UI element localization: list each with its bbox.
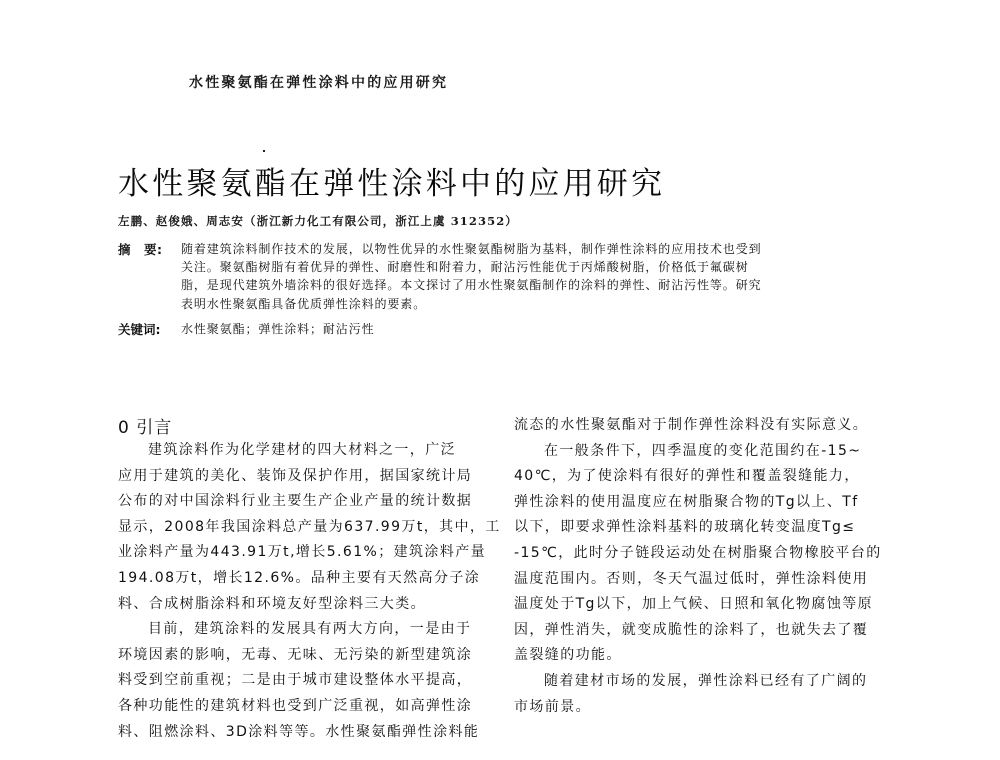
paragraph-line: 料、合成树脂涂料和环境友好型涂料三大类。 (118, 595, 426, 612)
paragraph-line: 应用于建筑的美化、装饰及保护作用，据国家统计局 (118, 467, 473, 484)
abstract-body (181, 240, 796, 313)
section-heading-introduction: 0 引言 (118, 418, 173, 438)
paragraph-line: 业涂料产量为443.91万t,增长5.61%；建筑涂料产量 (118, 544, 486, 561)
paragraph-line: 环境因素的影响，无毒、无味、无污染的新型建筑涂 (118, 646, 473, 663)
paragraph-line: 公布的对中国涂料行业主要生产企业产量的统计数据 (118, 493, 473, 510)
paragraph-line: -15℃，此时分子链段运动处在树脂聚合物橡胶平台的 (514, 544, 882, 561)
paragraph-line: 温度范围内。否则，冬天气温过低时，弹性涂料使用 (514, 570, 869, 587)
abstract-line: 脂，是现代建筑外墙涂料的很好选择。本文探讨了用水性聚氨酯制作的涂料的弹性、耐沾污性等。研究 (181, 278, 762, 293)
paragraph-line: 194.08万t，增长12.6%。品种主要有天然高分子涂 (118, 569, 481, 586)
paragraph-line: 40℃，为了使涂料有很好的弹性和覆盖裂缝能力， (514, 468, 860, 485)
abstract-line: 关注。聚氨酯树脂有着优异的弹性、耐磨性和附着力，耐沾污性能优于丙烯酸树脂，价格低于氟碳树 (181, 260, 749, 275)
paragraph-line: 以下，即要求弹性涂料基料的玻璃化转变温度Tg≤ (514, 519, 856, 536)
paper-title: 水性聚氨酯在弹性涂料中的应用研究 (118, 166, 666, 202)
paragraph-line: 在一般条件下，四季温度的变化范围约在-15~ (544, 442, 862, 459)
authors-affiliation: 左鹏、赵俊娥、周志安（浙江新力化工有限公司，浙江上虞 312352） (118, 214, 518, 228)
paragraph-line: 盖裂缝的功能。 (514, 647, 622, 664)
paragraph-line: 建筑涂料作为化学建材的四大材料之一，广泛 (148, 442, 456, 458)
right-column (514, 413, 889, 720)
paragraph-line: 各种功能性的建筑材料也受到广泛重视，如高弹性涂 (118, 697, 473, 714)
scan-speck (263, 150, 265, 152)
paragraph-line: 料受到空前重视；二是由于城市建设整体水平提高， (118, 672, 473, 689)
paragraph-line: 料、阻燃涂料、3D涂料等等。水性聚氨酯弹性涂料能 (118, 723, 480, 740)
paragraph-line: 弹性涂料的使用温度应在树脂聚合物的Tg以上、Tf (514, 493, 859, 510)
paragraph-line: 因，弹性消失，就变成脆性的涂料了，也就失去了覆 (514, 621, 869, 638)
paragraph-line: 目前，建筑涂料的发展具有两大方向，一是由于 (148, 621, 472, 638)
left-column (118, 438, 501, 745)
paragraph-line: 显示，2008年我国涂料总产量为637.99万t，其中，工 (118, 518, 501, 535)
paragraph-line: 随着建材市场的发展，弹性涂料已经有了广阔的 (544, 672, 868, 689)
paragraph-line: 市场前景。 (514, 698, 591, 715)
paragraph-line: 流态的水性聚氨酯对于制作弹性涂料没有实际意义。 (514, 417, 869, 433)
keywords-value: 水性聚氨酯；弹性涂料；耐沾污性 (181, 322, 375, 336)
paragraph-line: 温度处于Tg以下，加上气候、日照和氧化物腐蚀等原 (514, 596, 874, 613)
abstract-label: 摘 要: (118, 242, 163, 257)
abstract-line: 表明水性聚氨酯具备优质弹性涂料的要素。 (181, 296, 427, 311)
keywords-label: 关键词: (118, 322, 161, 337)
running-head: 水性聚氨酯在弹性涂料中的应用研究 (189, 75, 449, 91)
abstract-line: 随着建筑涂料制作技术的发展，以物性优异的水性聚氨酯树脂为基料，制作弹性涂料的应用技术也受到 (181, 242, 762, 256)
